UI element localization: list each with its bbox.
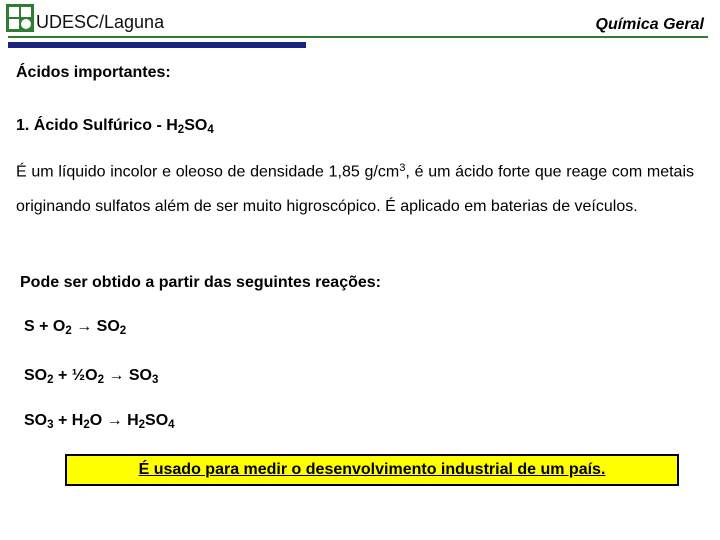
arrow-icon: → [103,367,129,384]
header-divider-blue [8,42,306,48]
highlight-note: É usado para medir o desenvolvimento industrial de um país. [65,454,679,486]
udesc-logo-icon [6,4,34,32]
logo-text: UDESC/Laguna [36,12,165,32]
arrow-icon: → [102,412,128,429]
arrow-icon: → [71,318,97,335]
reactions-intro: Pode ser obtido a partir das seguintes reações: [20,274,381,291]
header-divider-green [8,36,708,38]
subsection-heading: 1. Ácido Sulfúrico - $H_2SO_4$ [16,117,214,136]
section-heading: Ácidos importantes: [16,64,171,81]
description-paragraph: É um líquido incolor e oleoso de densidade 1,85 $g/cm^3$, é um ácido forte que reage com metais originando sulfatos além de ser muito higroscópico. É aplicado em baterias de veículos. [16,162,695,215]
reaction-1: $S + O_2 \to SO_2$ [24,318,127,337]
reaction-3: $SO_3 + H_2O \to H_2SO_4$ [24,412,175,431]
page-header-title: Química Geral [595,16,704,33]
reaction-2: $SO_2$ + $\frac{1}{2}O_2 \to SO_3$ [24,367,159,386]
